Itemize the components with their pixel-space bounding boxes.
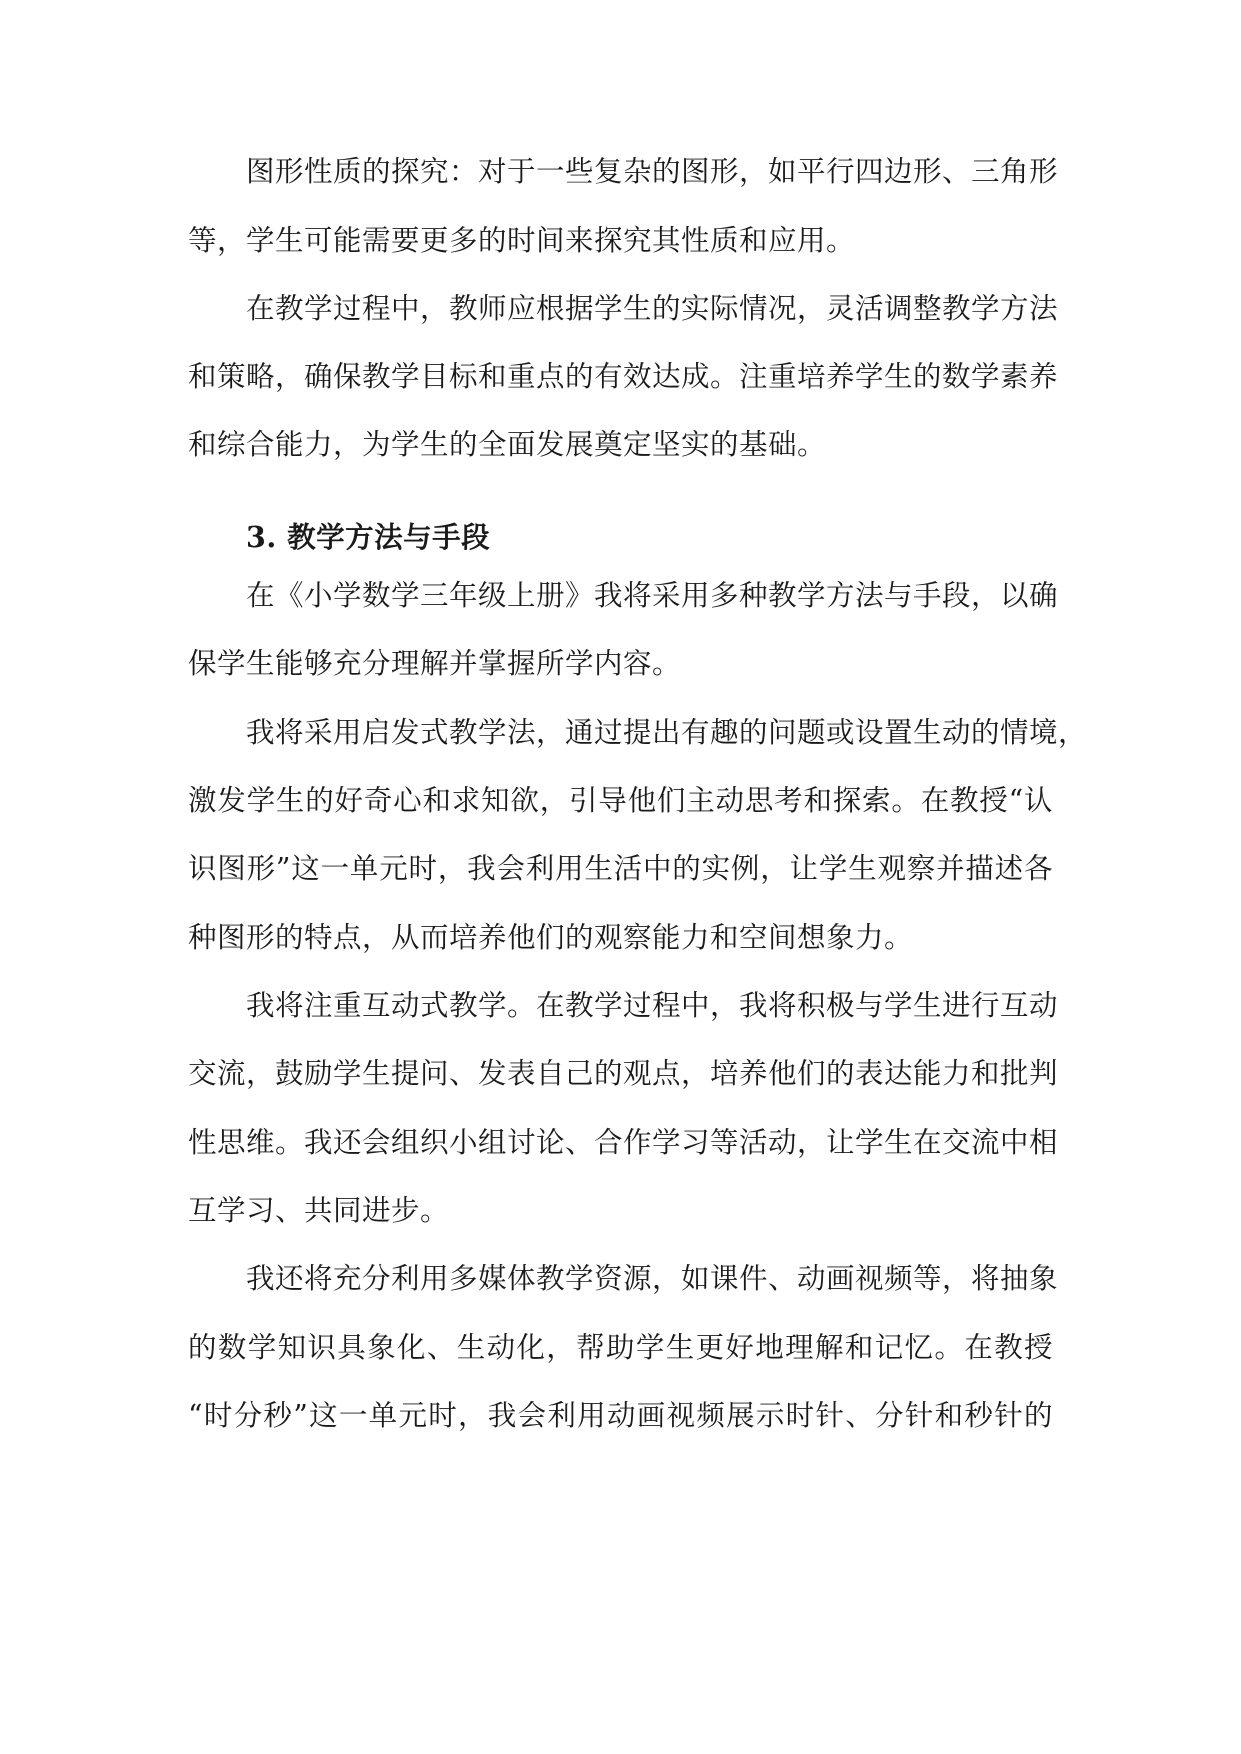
paragraph-line: 种图形的特点，从而培养他们的观察能力和空间想象力。 [188, 921, 914, 954]
paragraph-line: 互学习、共同进步。 [188, 1194, 450, 1227]
paragraph-line: 我还将充分利用多媒体教学资源，如课件、动画视频等，将抽象 [246, 1262, 1059, 1295]
paragraph-line: 和策略，确保教学目标和重点的有效达成。注重培养学生的数学素养 [188, 360, 1059, 393]
paragraph-line: “时分秒”这一单元时，我会利用动画视频展示时针、分针和秒针的 [188, 1399, 1053, 1432]
paragraph-line: 识图形”这一单元时，我会利用生活中的实例，让学生观察并描述各 [188, 852, 1053, 885]
paragraph-line: 和综合能力，为学生的全面发展奠定坚实的基础。 [188, 428, 827, 461]
paragraph-line: 等，学生可能需要更多的时间来探究其性质和应用。 [188, 224, 856, 257]
paragraph-line: 我将注重互动式教学。在教学过程中，我将积极与学生进行互动 [246, 989, 1059, 1022]
paragraph-line: 交流，鼓励学生提问、发表自己的观点，培养他们的表达能力和批判 [188, 1057, 1059, 1090]
paragraph-line: 在教学过程中，教师应根据学生的实际情况，灵活调整教学方法 [246, 292, 1059, 325]
paragraph-line: 性思维。我还会组织小组讨论、合作学习等活动，让学生在交流中相 [188, 1126, 1059, 1159]
section-heading: 3. 教学方法与手段 [246, 520, 491, 554]
paragraph-line: 在《小学数学三年级上册》我将采用多种教学方法与手段，以确 [246, 579, 1059, 612]
paragraph-line: 的数学知识具象化、生动化，帮助学生更好地理解和记忆。在教授 [188, 1331, 1053, 1364]
paragraph-line: 保学生能够充分理解并掌握所学内容。 [188, 647, 682, 680]
paragraph-line: 我将采用启发式教学法，通过提出有趣的问题或设置生动的情境， [246, 716, 1088, 749]
paragraph-line: 激发学生的好奇心和求知欲，引导他们主动思考和探索。在教授“认 [188, 784, 1053, 817]
paragraph-line: 图形性质的探究：对于一些复杂的图形，如平行四边形、三角形 [246, 155, 1059, 188]
